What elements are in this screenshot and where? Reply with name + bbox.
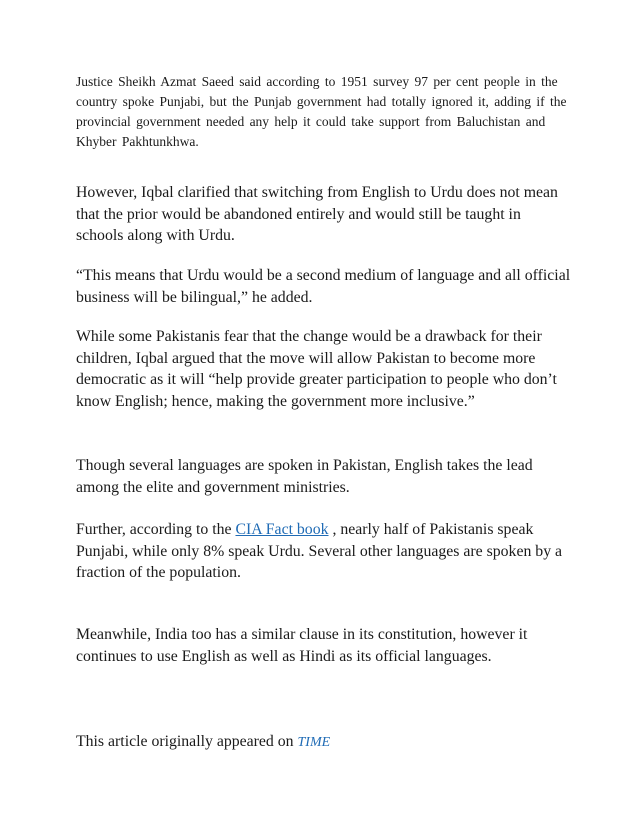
paragraph-text-before-link: Further, according to the	[76, 521, 236, 538]
paragraph-iqbal-clarification: However, Iqbal clarified that switching from English to Urdu does not mean that the prior would be abandoned entirely and would still be taught in schools along with Urdu.	[76, 184, 558, 245]
attribution-text: This article originally appeared on	[76, 733, 298, 750]
paragraph-india-comparison: Meanwhile, India too has a similar clause in its constitution, however it continues to use English as well as Hindi as its official languages.	[76, 626, 528, 665]
cia-factbook-link[interactable]: CIA Fact book	[235, 521, 329, 538]
paragraph-court-remarks: Justice Sheikh Azmat Saeed said according to 1951 survey 97 per cent people in the country spoke Punjabi, but the Punjab government had totally ignored it, adding if the provincial government needed any help it could take support from Baluchistan and Khyber Pakhtunkhwa.	[76, 74, 567, 149]
paragraph-text-after-link: , nearly half of Pakistanis speak Punjabi, while only 8% speak Urdu. Several other languages are spoken by a fraction of the population.	[76, 521, 563, 582]
paragraph-language-statistics	[76, 519, 571, 584]
paragraph-english-elite: Though several languages are spoken in Pakistan, English takes the lead among the elite and government ministries.	[76, 457, 533, 496]
paragraph-bilingual-quote: “This means that Urdu would be a second medium of language and all official business will be bilingual,” he added.	[76, 267, 571, 306]
paragraph-democratic-argument: While some Pakistanis fear that the change would be a drawback for their children, Iqbal argued that the move will allow Pakistan to become more democratic as it will “help provide greater participation to people who don’t know English; hence, making the government more inclusive.”	[76, 328, 557, 410]
time-source-link[interactable]: TIME	[297, 735, 331, 750]
paragraph-source-attribution	[76, 731, 571, 754]
